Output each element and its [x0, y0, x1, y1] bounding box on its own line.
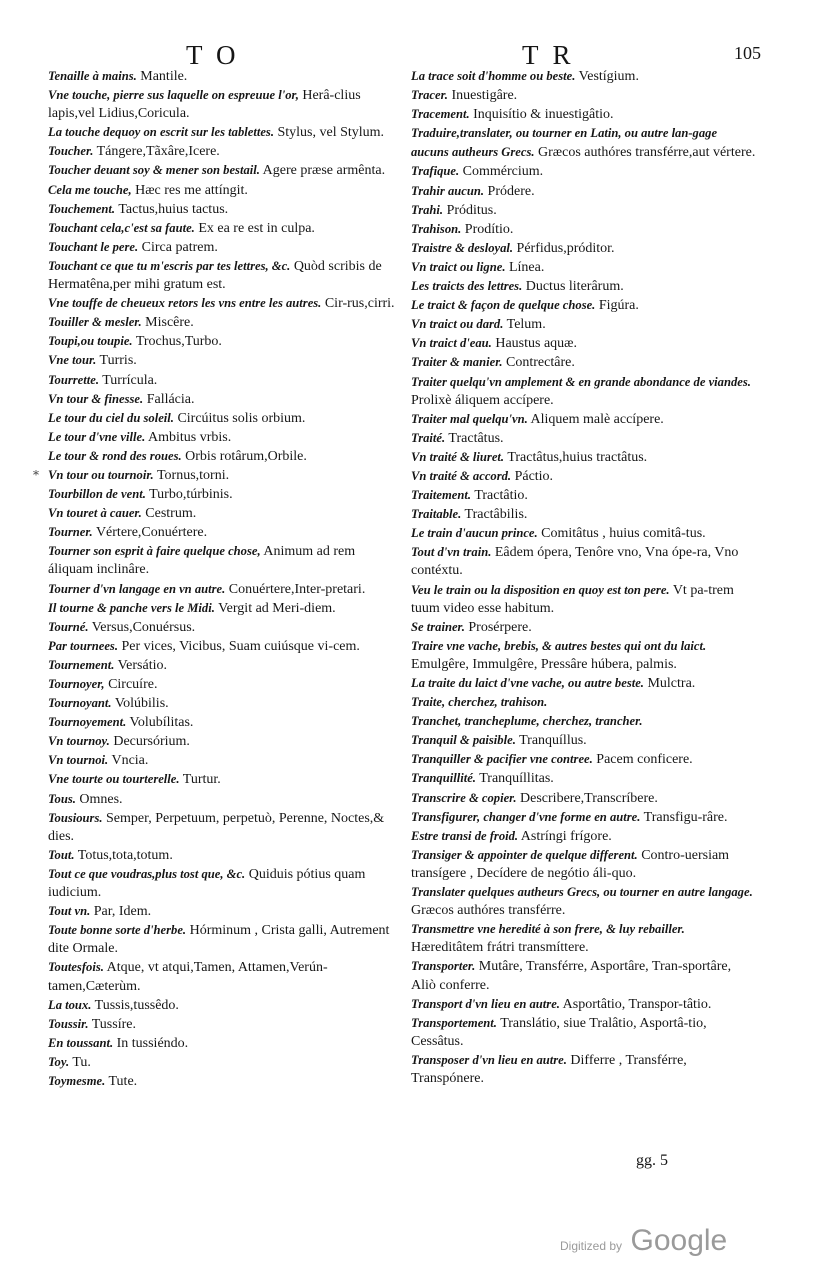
- latin-gloss: Eâdem ópera, Tenôre vno, Vna ópe-ra, Vno contéxtu.: [411, 545, 739, 579]
- dictionary-entry: [48, 428, 403, 447]
- french-headword: Traitable.: [411, 507, 462, 522]
- dictionary-entry: [48, 504, 403, 523]
- french-headword: Toussir.: [48, 1016, 89, 1031]
- french-headword: Tranchet, trancheplume, cherchez, trancher.: [411, 714, 643, 729]
- latin-gloss: Prosérpere.: [468, 619, 532, 635]
- margin-mark: *: [33, 468, 39, 482]
- french-headword: Le tour & rond des roues.: [48, 448, 182, 463]
- french-headword: Tourbillon de vent.: [48, 487, 146, 502]
- latin-gloss: Tussis,tussêdo.: [94, 997, 179, 1013]
- french-headword: Touchant ce que tu m'escris par tes lettres, &c.: [48, 258, 291, 273]
- latin-gloss: Herâ-clius lapis,vel Lidius,Coricula.: [48, 88, 361, 122]
- dictionary-entry: [411, 789, 756, 808]
- dictionary-entry: [48, 1072, 403, 1091]
- french-headword: Traduire,translater, ou tourner en Latin, ou autre lan-gage aucuns autheurs Grecs.: [411, 126, 718, 160]
- latin-gloss: Comitâtus , huius comitâ-tus.: [541, 526, 706, 542]
- dictionary-entry: [48, 713, 403, 732]
- french-headword: Tournoyant.: [48, 696, 112, 711]
- dictionary-entry: [48, 865, 403, 902]
- dictionary-entry: [48, 1053, 403, 1072]
- dictionary-entry: [411, 124, 756, 162]
- latin-gloss: Trochus,Turbo.: [135, 334, 222, 350]
- latin-gloss: Animum ad rem áliquam inclinâre.: [48, 544, 356, 578]
- french-headword: Traire vne vache, brebis, & autres bestes qui ont du laict.: [411, 638, 707, 653]
- french-headword: Tournoyer,: [48, 677, 105, 691]
- dictionary-entry: [48, 1034, 403, 1053]
- dictionary-entry: [48, 809, 403, 846]
- latin-gloss: Asportâtio, Transpor-tâtio.: [562, 996, 712, 1012]
- right-column: [411, 67, 756, 1088]
- dictionary-entry: [411, 373, 756, 410]
- latin-gloss: Stylus, vel Stylum.: [277, 125, 385, 141]
- french-headword: Vne tourte ou tourterelle.: [48, 772, 180, 787]
- latin-gloss: Miscêre.: [145, 315, 194, 331]
- latin-gloss: Decursórium.: [113, 734, 190, 750]
- latin-gloss: Astríngi frígore.: [520, 828, 612, 844]
- french-headword: Toucher.: [48, 144, 94, 159]
- french-headword: Trahison.: [411, 221, 462, 236]
- dictionary-entry: [48, 656, 403, 675]
- latin-gloss: Inuestigâre.: [451, 88, 518, 104]
- dictionary-entry: [411, 105, 756, 124]
- latin-gloss: Tranquíllitas.: [479, 771, 554, 787]
- french-headword: Transporter.: [411, 959, 476, 974]
- french-headword: Transcrire & copier.: [411, 790, 517, 805]
- latin-gloss: Vt pa-trem tuum video esse habitum.: [411, 582, 734, 616]
- dictionary-entry: [411, 827, 756, 846]
- dictionary-entry: [411, 731, 756, 750]
- french-headword: Il tourne & panche vers le Midi.: [48, 600, 215, 615]
- digitized-watermark: [560, 1224, 727, 1258]
- dictionary-entry: [411, 693, 756, 712]
- dictionary-entry: [411, 239, 756, 258]
- latin-gloss: Hórminum , Crista galli, Autrement dite Ormale.: [48, 923, 390, 957]
- dictionary-entry: [411, 808, 756, 827]
- dictionary-entry: [411, 353, 756, 372]
- dictionary-entry: [48, 371, 403, 390]
- french-headword: Vn traict d'eau.: [411, 336, 492, 351]
- latin-gloss: Versátio.: [117, 657, 168, 673]
- dictionary-entry: [48, 219, 403, 238]
- french-headword: Touchant le pere.: [48, 239, 139, 254]
- latin-gloss: Vncia.: [111, 753, 149, 769]
- french-headword: Vn traité & liuret.: [411, 449, 505, 464]
- dictionary-entry: [411, 296, 756, 315]
- french-headword: Le train d'aucun prince.: [411, 526, 538, 541]
- latin-gloss: Tángere,Tãxâre,Icere.: [96, 144, 220, 160]
- dictionary-entry: [411, 1051, 756, 1088]
- french-headword: Toymesme.: [48, 1073, 106, 1088]
- latin-gloss: Quiduis pótius quam iudicium.: [48, 866, 366, 901]
- dictionary-entry: [411, 162, 756, 181]
- dictionary-entry: [48, 902, 403, 921]
- french-headword: La toux.: [48, 997, 92, 1012]
- dictionary-entry: [48, 580, 403, 599]
- french-headword: Trafique.: [411, 164, 460, 179]
- dictionary-entry: [411, 920, 756, 957]
- dictionary-entry: [48, 142, 403, 161]
- latin-gloss: Vergit ad Meri-diem.: [218, 600, 336, 616]
- dictionary-entry: [411, 410, 756, 429]
- dictionary-entry: [48, 390, 403, 409]
- french-headword: Tout vn.: [48, 904, 91, 919]
- dictionary-entry: [48, 751, 403, 770]
- dictionary-entry: [48, 313, 403, 332]
- dictionary-entry: [48, 675, 403, 694]
- latin-gloss: Conuértere,Inter-pretari.: [228, 581, 366, 597]
- latin-gloss: Pacem conficere.: [596, 752, 693, 768]
- french-headword: Tournoyement.: [48, 715, 127, 730]
- dictionary-entry: [411, 505, 756, 524]
- french-headword: Vn tour & finesse.: [48, 391, 144, 406]
- latin-gloss: Tranquíllus.: [519, 733, 587, 749]
- latin-gloss: Ductus literârum.: [525, 279, 624, 295]
- latin-gloss: Pérfidus,próditor.: [516, 240, 615, 256]
- french-headword: Vn tournoy.: [48, 734, 110, 749]
- latin-gloss: Turbo,túrbinis.: [149, 487, 233, 503]
- french-headword: Le tour du ciel du soleil.: [48, 410, 174, 425]
- french-headword: Tranquillité.: [411, 771, 476, 786]
- latin-gloss: Figúra.: [598, 298, 639, 314]
- dictionary-entry: [48, 200, 403, 219]
- french-headword: Le tour d'vne ville.: [48, 429, 146, 444]
- latin-gloss: Transfigu-râre.: [643, 809, 728, 825]
- running-head-right: TR: [522, 40, 585, 70]
- latin-gloss: Differre , Transférre, Transpónere.: [411, 1052, 687, 1086]
- dictionary-entry: [411, 86, 756, 105]
- latin-gloss: Vestígium.: [578, 69, 639, 84]
- french-headword: Tracer.: [411, 88, 448, 103]
- latin-gloss: Aliquem malè accípere.: [530, 411, 664, 427]
- page-number: 105: [734, 43, 761, 63]
- french-headword: Toute bonne sorte d'herbe.: [48, 923, 187, 938]
- dictionary-entry: [411, 995, 756, 1014]
- latin-gloss: Próditus.: [446, 202, 497, 218]
- dictionary-entry: [411, 957, 756, 994]
- latin-gloss: Volúbilis.: [114, 696, 169, 712]
- french-headword: Toucher deuant soy & mener son bestail.: [48, 163, 260, 178]
- dictionary-entry: [411, 1014, 756, 1051]
- dictionary-entry: [411, 543, 756, 580]
- french-headword: Traitement.: [411, 488, 472, 503]
- latin-gloss: Ambitus vrbis.: [147, 429, 232, 445]
- dictionary-entry: [48, 958, 403, 995]
- french-headword: Translater quelques autheurs Grecs, ou tourner en autre langage.: [411, 885, 753, 900]
- latin-gloss: Commércium.: [462, 164, 544, 180]
- latin-gloss: Hæc res me attíngit.: [135, 182, 248, 198]
- french-headword: Toupi,ou toupie.: [48, 334, 133, 349]
- dictionary-entry: [48, 790, 403, 809]
- french-headword: Touchant cela,c'est sa faute.: [48, 220, 195, 235]
- dictionary-entry: [48, 618, 403, 637]
- latin-gloss: Turris.: [99, 353, 137, 369]
- french-headword: Veu le train ou la disposition en quoy est ton pere.: [411, 582, 670, 597]
- french-headword: La touche dequoy on escrit sur les tablettes.: [48, 125, 274, 140]
- french-headword: Vn traité & accord.: [411, 468, 512, 483]
- french-headword: Traiter quelqu'vn amplement & en grande abondance de viandes.: [411, 374, 751, 389]
- latin-gloss: Atque, vt atqui,Tamen, Attamen,Verún-tamen,Cæterùm.: [48, 960, 328, 994]
- french-headword: Tournement.: [48, 657, 115, 672]
- dictionary-entry: [411, 750, 756, 769]
- latin-gloss: Tornus,torni.: [156, 467, 230, 483]
- latin-gloss: Tu.: [72, 1054, 91, 1070]
- french-headword: Trahi.: [411, 202, 444, 217]
- french-headword: Estre transi de froid.: [411, 828, 519, 843]
- french-headword: Traité.: [411, 430, 446, 445]
- latin-gloss: Omnes.: [79, 791, 123, 807]
- latin-gloss: Tactus,huius tactus.: [118, 201, 229, 217]
- latin-gloss: Tute.: [108, 1073, 138, 1089]
- latin-gloss: Fallácia.: [146, 391, 195, 407]
- dictionary-entry: [48, 67, 403, 86]
- latin-gloss: Turtur.: [182, 772, 221, 788]
- latin-gloss: Turrícula.: [102, 372, 158, 388]
- french-headword: Transmettre vne heredité à son frere, & luy rebailler.: [411, 922, 685, 937]
- dictionary-entry: [411, 182, 756, 201]
- french-headword: Vn tournoi.: [48, 753, 109, 768]
- dictionary-entry: [48, 1015, 403, 1034]
- latin-gloss: Telum.: [506, 317, 546, 333]
- dictionary-entry: [48, 409, 403, 428]
- latin-gloss: Vértere,Conuértere.: [95, 525, 208, 541]
- latin-gloss: Quòd scribis de Hermatêna,per mihi gratum est.: [48, 258, 382, 293]
- dictionary-entry: [48, 181, 403, 200]
- dictionary-entry: [411, 334, 756, 353]
- latin-gloss: Cir-rus,cirri.: [324, 296, 395, 312]
- latin-gloss: Prodítio.: [464, 221, 514, 237]
- french-headword: Traiter mal quelqu'vn.: [411, 411, 528, 426]
- french-headword: Les traicts des lettres.: [411, 279, 523, 294]
- dictionary-entry: [411, 674, 756, 693]
- french-headword: Transiger & appointer de quelque different.: [411, 847, 638, 862]
- latin-gloss: In tussiéndo.: [116, 1035, 189, 1051]
- french-headword: Par tournees.: [48, 638, 118, 653]
- french-headword: Traistre & desloyal.: [411, 240, 514, 255]
- latin-gloss: Páctio.: [514, 468, 554, 484]
- dictionary-entry: [48, 466, 403, 485]
- french-headword: Vn touret à cauer.: [48, 506, 142, 521]
- dictionary-entry: [411, 201, 756, 220]
- dictionary-entry: [48, 846, 403, 865]
- dictionary-entry: [411, 467, 756, 486]
- dictionary-entry: [48, 921, 403, 958]
- latin-gloss: Orbis rotârum,Orbile.: [185, 448, 307, 464]
- french-headword: Transport d'vn lieu en autre.: [411, 996, 560, 1011]
- dictionary-entry: [411, 769, 756, 788]
- dictionary-entry: [411, 618, 756, 637]
- dictionary-entry: [411, 712, 756, 731]
- latin-gloss: Ex ea re est in culpa.: [198, 220, 315, 236]
- dictionary-entry: [411, 883, 756, 920]
- latin-gloss: Semper, Perpetuum, perpetuò, Perenne, Noctes,& dies.: [48, 810, 385, 844]
- latin-gloss: Hæreditâtem frátri transmíttere.: [411, 940, 589, 956]
- french-headword: Tourner.: [48, 525, 93, 540]
- dictionary-entry: [411, 486, 756, 505]
- latin-gloss: Cestrum.: [145, 506, 197, 522]
- dictionary-entry: [48, 694, 403, 713]
- left-column: [48, 67, 403, 1091]
- latin-gloss: Tractâbilis.: [464, 507, 528, 523]
- dictionary-entry: [411, 315, 756, 334]
- latin-gloss: Haustus aquæ.: [495, 336, 577, 352]
- latin-gloss: Describere,Transcríbere.: [520, 790, 658, 806]
- latin-gloss: Contro-uersiam transígere , Decídere de negótio áli-quo.: [411, 847, 730, 881]
- french-headword: Vne touche, pierre sus laquelle on espreuue l'or,: [48, 88, 299, 103]
- latin-gloss: Volubílitas.: [129, 715, 194, 731]
- french-headword: Tourné.: [48, 619, 89, 634]
- latin-gloss: Agere præse armênta.: [262, 163, 386, 179]
- latin-gloss: Circa patrem.: [141, 239, 218, 255]
- french-headword: Tousiours.: [48, 810, 103, 825]
- latin-gloss: Græcos authóres transférre.: [411, 903, 566, 919]
- latin-gloss: Tussíre.: [91, 1016, 136, 1032]
- dictionary-entry: [48, 732, 403, 751]
- latin-gloss: Circúitus solis orbium.: [177, 410, 306, 426]
- dictionary-entry: [411, 846, 756, 883]
- dictionary-entry: [411, 258, 756, 277]
- dictionary-entry: [411, 220, 756, 239]
- dictionary-entry: [48, 238, 403, 257]
- dictionary-entry: [411, 429, 756, 448]
- running-head-left: TO: [186, 40, 250, 70]
- latin-gloss: Contrectâre.: [506, 355, 575, 371]
- french-headword: Traite, cherchez, trahison.: [411, 695, 548, 710]
- french-headword: Se trainer.: [411, 619, 465, 634]
- latin-gloss: Inquisítio & inuestigâtio.: [473, 107, 614, 123]
- french-headword: Toutesfois.: [48, 960, 104, 975]
- dictionary-entry: [411, 581, 756, 618]
- latin-gloss: Línea.: [508, 259, 545, 275]
- french-headword: Tout.: [48, 847, 75, 862]
- french-headword: Tranquiller & pacifier vne contree.: [411, 752, 593, 767]
- french-headword: Tracement.: [411, 107, 470, 122]
- french-headword: Traiter & manier.: [411, 355, 503, 370]
- dictionary-entry: [48, 161, 403, 180]
- french-headword: Tout ce que voudras,plus tost que, &c.: [48, 866, 246, 881]
- french-headword: Vne tour.: [48, 353, 97, 368]
- french-headword: Transportement.: [411, 1015, 497, 1030]
- dictionary-entry: [48, 996, 403, 1015]
- latin-gloss: Pródere.: [487, 183, 535, 199]
- latin-gloss: Mantile.: [140, 69, 188, 84]
- dictionary-entry: [48, 351, 403, 370]
- latin-gloss: Prolixè áliquem accípere.: [411, 392, 554, 408]
- french-headword: Tourner d'vn langage en vn autre.: [48, 581, 226, 596]
- latin-gloss: Translátio, siue Tralâtio, Asportâ-tio, Cessâtus.: [411, 1015, 707, 1049]
- dictionary-entry: [48, 770, 403, 789]
- signature-mark: gg. 5: [636, 1152, 668, 1169]
- watermark-prefix: Digitized by: [560, 1239, 623, 1253]
- french-headword: La trace soit d'homme ou beste.: [411, 69, 576, 83]
- french-headword: Tourrette.: [48, 372, 99, 387]
- french-headword: Touchement.: [48, 201, 116, 216]
- french-headword: Cela me touche,: [48, 182, 132, 197]
- french-headword: Transposer d'vn lieu en autre.: [411, 1052, 567, 1067]
- dictionary-entry: [48, 542, 403, 579]
- dictionary-entry: [411, 637, 756, 674]
- dictionary-entry: [411, 448, 756, 467]
- french-headword: Vne touffe de cheueux retors les vns entre les autres.: [48, 296, 322, 311]
- latin-gloss: Mutâre, Transférre, Asportâre, Tran-sportâre, Aliò conferre.: [411, 959, 732, 993]
- latin-gloss: Circuíre.: [108, 677, 158, 692]
- google-logo: Google: [630, 1224, 728, 1257]
- french-headword: Vn traict ou dard.: [411, 317, 504, 332]
- french-headword: Tout d'vn train.: [411, 545, 492, 560]
- dictionary-entry: [48, 332, 403, 351]
- latin-gloss: Per vices, Vicibus, Suam cuiúsque vi-cem.: [121, 638, 360, 654]
- french-headword: Tranquil & paisible.: [411, 733, 516, 748]
- latin-gloss: Tractâtus.: [448, 430, 504, 446]
- french-headword: Le traict & façon de quelque chose.: [411, 298, 596, 313]
- latin-gloss: Emulgêre, Immulgêre, Pressâre húbera, palmis.: [411, 656, 677, 672]
- french-headword: Trahir aucun.: [411, 183, 485, 198]
- french-headword: La traite du laict d'vne vache, ou autre beste.: [411, 676, 644, 690]
- latin-gloss: Tractâtus,huius tractâtus.: [507, 449, 648, 465]
- french-headword: Tenaille à mains.: [48, 69, 137, 83]
- dictionary-entry: [48, 637, 403, 656]
- dictionary-entry: [48, 257, 403, 294]
- french-headword: Touiller & mesler.: [48, 315, 142, 330]
- dictionary-entry: [48, 294, 403, 313]
- dictionary-entry: [48, 123, 403, 142]
- french-headword: Vn traict ou ligne.: [411, 259, 506, 274]
- french-headword: Vn tour ou tournoir.: [48, 467, 154, 482]
- latin-gloss: Par, Idem.: [93, 904, 152, 920]
- french-headword: Transfigurer, changer d'vne forme en autre.: [411, 809, 641, 824]
- latin-gloss: Versus,Conuérsus.: [91, 619, 196, 635]
- dictionary-entry: [411, 277, 756, 296]
- latin-gloss: Græcos authóres transférre,aut vértere.: [538, 145, 756, 161]
- dictionary-entry: [411, 524, 756, 543]
- dictionary-entry: [411, 67, 756, 86]
- french-headword: Tourner son esprit à faire quelque chose,: [48, 544, 261, 559]
- french-headword: Tous.: [48, 791, 76, 806]
- dictionary-entry: [48, 599, 403, 618]
- french-headword: Toy.: [48, 1054, 70, 1069]
- dictionary-entry: [48, 523, 403, 542]
- french-headword: En toussant.: [48, 1035, 114, 1050]
- latin-gloss: Mulctra.: [647, 676, 696, 691]
- latin-gloss: Tractâtio.: [474, 488, 528, 504]
- latin-gloss: Totus,tota,totum.: [77, 847, 173, 863]
- dictionary-entry: [48, 86, 403, 123]
- dictionary-entry: [48, 485, 403, 504]
- dictionary-entry: [48, 447, 403, 466]
